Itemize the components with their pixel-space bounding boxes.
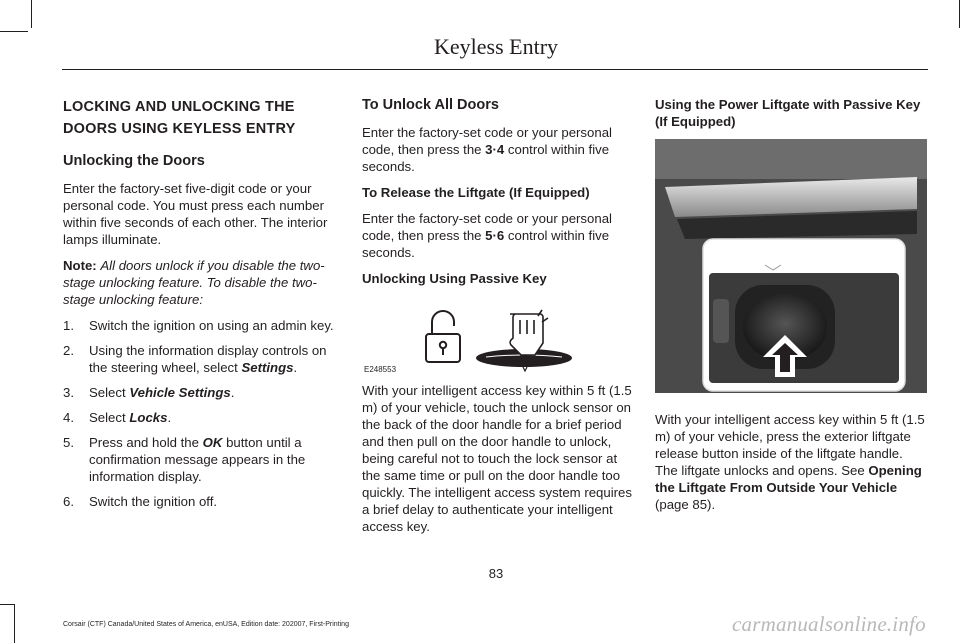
unlock-all-paragraph bbox=[362, 124, 632, 175]
liftgate-handle-photo bbox=[655, 139, 927, 393]
heading-unlock-all-doors: To Unlock All Doors bbox=[362, 97, 499, 113]
page-reference: (page 85). bbox=[655, 497, 716, 512]
intro-paragraph: Enter the factory-set five-digit code or your personal code. You must press each number within five seconds of each other. The interior lamps illuminate. bbox=[63, 181, 328, 247]
step-text: Press and hold the bbox=[89, 435, 203, 450]
passive-key-paragraph: With your intelligent access key within 5 ft (1.5 m) of your vehicle, touch the unlock sensor on the back of the door handle for a brief period and then pull on the door handle to unlock, being careful not to touch the lock sensor at the same time or pull on the door handle too quickly. The intelligent access system requires a brief delay to authenticate your intelligent access key. bbox=[362, 383, 632, 534]
note-text: All doors unlock if you disable the two-stage unlocking feature. To disable the two-stage unlocking feature: bbox=[63, 258, 325, 307]
step-emphasis: Locks bbox=[129, 410, 168, 425]
liftgate-passive-paragraph bbox=[655, 411, 927, 513]
section-title: LOCKING AND UNLOCKING THE DOORS USING KEYLESS ENTRY bbox=[63, 99, 296, 137]
note-paragraph bbox=[63, 257, 338, 308]
crop-mark bbox=[31, 0, 32, 28]
heading-release-liftgate: To Release the Liftgate (If Equipped) bbox=[362, 185, 590, 200]
figure-liftgate-handle bbox=[655, 139, 927, 393]
heading-passive-key: Unlocking Using Passive Key bbox=[362, 271, 547, 286]
hand-icon bbox=[510, 310, 548, 355]
step-number: 2. bbox=[63, 343, 74, 358]
step-text-end: . bbox=[167, 410, 172, 425]
step-emphasis: OK bbox=[202, 435, 223, 450]
step-number: 3. bbox=[63, 385, 74, 400]
figure-code: E248553 bbox=[364, 365, 397, 374]
subheading-unlocking-doors: Unlocking the Doors bbox=[63, 153, 205, 169]
step-text: Switch the ignition on using an admin key. bbox=[89, 318, 334, 333]
liftgate-text: Enter the factory-set code or your personal code, then press the bbox=[362, 211, 612, 243]
keypad-key-34: 3·4 bbox=[485, 142, 505, 157]
step-emphasis: Vehicle Settings bbox=[129, 385, 231, 400]
column-right bbox=[655, 96, 927, 522]
column-middle bbox=[362, 96, 632, 544]
figure-door-handle bbox=[362, 296, 632, 378]
step-text-end: button until a confirmation message appears in the information display. bbox=[89, 435, 306, 484]
step-text-end: . bbox=[230, 385, 235, 400]
note-label: Note: bbox=[63, 258, 97, 273]
unlock-all-text-end: control within five seconds. bbox=[362, 142, 610, 174]
liftgate-paragraph bbox=[362, 210, 632, 261]
footer-edition: Corsair (CTF) Canada/United States of America, enUSA, Edition date: 202007, First-Printing bbox=[63, 621, 349, 628]
door-handle-illustration bbox=[362, 296, 632, 378]
list-item bbox=[63, 493, 338, 510]
keypad-key-56: 5·6 bbox=[485, 228, 505, 243]
unlock-padlock-icon bbox=[426, 311, 460, 362]
liftgate-passive-text: With your intelligent access key within 5 ft (1.5 m) of your vehicle, press the exterior liftgate release button inside of the liftgate handle. The liftgate unlocks and opens. See bbox=[655, 412, 925, 478]
step-text: Using the information display controls on the steering wheel, select bbox=[89, 343, 327, 375]
list-item bbox=[63, 342, 338, 376]
step-number: 4. bbox=[63, 410, 74, 425]
header-rule bbox=[62, 69, 928, 70]
step-number: 5. bbox=[63, 435, 74, 450]
step-text: Select bbox=[89, 410, 130, 425]
step-text-end: . bbox=[293, 360, 298, 375]
list-item bbox=[63, 409, 338, 426]
step-text: Switch the ignition off. bbox=[89, 494, 218, 509]
steps-list bbox=[63, 317, 338, 510]
step-number: 6. bbox=[63, 494, 74, 509]
crop-mark bbox=[14, 604, 15, 643]
unlock-all-text: Enter the factory-set code or your personal code, then press the bbox=[362, 125, 612, 157]
step-text: Select bbox=[89, 385, 130, 400]
list-item bbox=[63, 317, 338, 334]
page-number: 83 bbox=[488, 566, 504, 581]
watermark: carmanualsonline.info bbox=[732, 612, 926, 636]
step-emphasis: Settings bbox=[241, 360, 294, 375]
list-item bbox=[63, 384, 338, 401]
step-number: 1. bbox=[63, 318, 74, 333]
crop-mark bbox=[0, 31, 28, 32]
column-left bbox=[63, 96, 338, 518]
cross-reference-link[interactable]: Opening the Liftgate From Outside Your Vehicle bbox=[655, 463, 922, 495]
heading-power-liftgate: Using the Power Liftgate with Passive Key (If Equipped) bbox=[655, 97, 921, 129]
liftgate-text-end: control within five seconds. bbox=[362, 228, 610, 260]
list-item bbox=[63, 434, 338, 485]
page-header-title: Keyless Entry bbox=[433, 34, 559, 59]
crop-mark bbox=[0, 604, 14, 605]
